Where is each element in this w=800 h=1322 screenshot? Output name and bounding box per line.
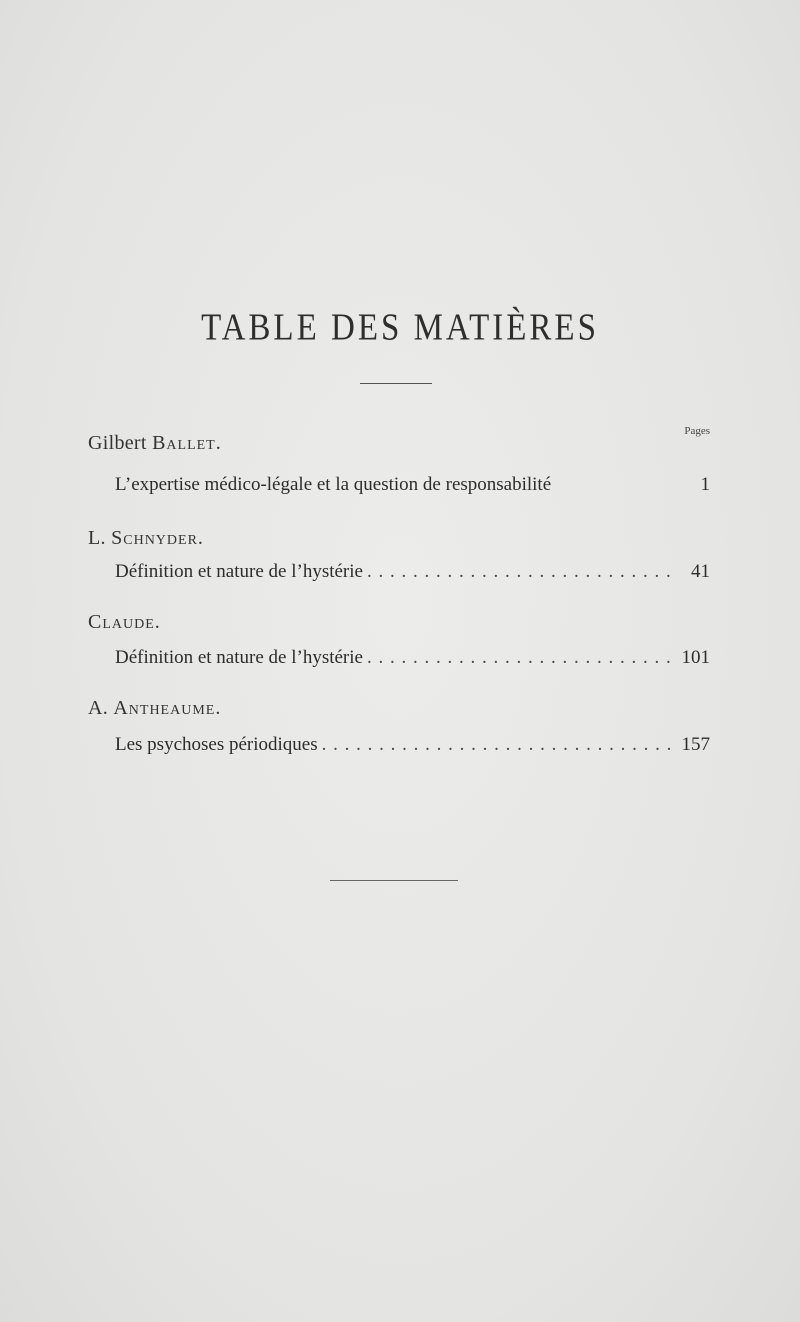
author-claude <box>88 611 161 634</box>
author-first-name: A. <box>88 697 114 719</box>
page-title: TABLE DES MATIÈRES <box>201 307 599 349</box>
bottom-divider <box>330 880 458 881</box>
toc-entry-ballet[interactable] <box>115 474 710 500</box>
author-last-name: Ballet. <box>152 432 222 454</box>
author-last-name: Schnyder. <box>111 527 204 549</box>
entry-title: Définition et nature de l’hystérie <box>115 561 363 582</box>
entry-title: Définition et nature de l’hystérie <box>115 647 363 668</box>
entry-page-number: 101 <box>681 647 710 668</box>
entry-page-number: 41 <box>691 561 710 582</box>
author-last-name: Claude. <box>88 611 161 633</box>
entry-page-number: 157 <box>681 734 710 755</box>
dot-leader <box>322 734 672 756</box>
author-ballet <box>88 432 222 455</box>
author-first-name: Gilbert <box>88 432 153 454</box>
entry-title: L’expertise médico-légale et la question de responsabilité <box>115 474 552 495</box>
dot-leader <box>367 561 672 583</box>
entry-title: Les psychoses périodiques <box>115 734 318 755</box>
toc-entry-antheaume[interactable] <box>115 734 710 760</box>
top-divider <box>360 383 432 384</box>
author-antheaume <box>88 697 221 720</box>
entry-page-number: 1 <box>700 474 710 495</box>
author-last-name: Antheaume. <box>113 697 222 719</box>
pages-column-label: Pages <box>684 425 710 437</box>
author-first-name: L. <box>88 527 112 549</box>
toc-entry-claude[interactable] <box>115 647 710 673</box>
toc-entry-schnyder[interactable] <box>115 561 710 587</box>
author-schnyder <box>88 527 204 550</box>
dot-leader <box>367 647 672 669</box>
